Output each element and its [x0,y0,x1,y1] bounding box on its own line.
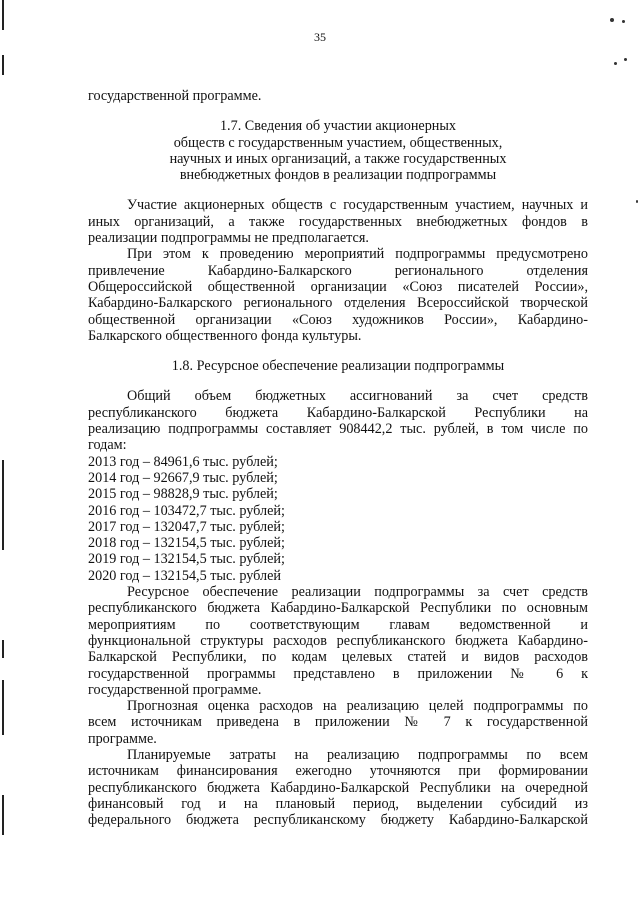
paragraph-line: Общий объем бюджетных ассигнований за счет средств [127,388,588,405]
paragraph-line: Планируемые затраты на реализацию подпрограммы по всем [127,746,588,763]
paragraph-line: функциональной структуры расходов республиканского бюджета Кабардино- [88,632,588,649]
section-1-7-title [88,118,588,183]
planned-costs-paragraph [88,747,588,828]
paragraph-line: реализации подпрограммы не предполагается. [88,230,369,247]
resource-paragraph [88,584,588,698]
paragraph-line: федерального бюджета республиканскому бюджету Кабардино-Балкарской [88,812,588,829]
paragraph-line: общественной организации «Союз художников России», Кабардино- [88,311,588,328]
section-title-line: внебюджетных фондов в реализации подпрограммы [179,167,497,184]
scan-speck [624,58,627,61]
year-allocation-item: 2014 год – 92667,9 тыс. рублей; [88,469,278,486]
document-body [88,88,588,828]
scan-speck [622,20,625,23]
paragraph-line: Общероссийской общественной организации «Союз писателей России», [88,278,588,295]
year-allocation-item: 2015 год – 98828,9 тыс. рублей; [88,486,278,503]
section-title-line: научных и иных организаций, а также государственных [169,150,507,167]
paragraph-line: республиканского бюджета Кабардино-Балкарской Республики на [88,404,588,421]
paragraph-line: годам: [88,437,127,454]
paragraph-line: источникам финансирования ежегодно уточняются при формировании [88,763,588,780]
opening-line: государственной программе. [88,88,262,104]
paragraph-line: При этом к проведению мероприятий подпрограммы предусмотрено [127,246,588,263]
paragraph-line: иных организаций, а также государственных внебюджетных фондов в [88,213,588,230]
section-title-line: обществ с государственным участием, общественных, [173,134,503,151]
scan-speck [614,62,617,65]
scan-edge-mark [2,460,4,550]
scan-edge-mark [2,640,4,658]
year-allocation-item: 2017 год – 132047,7 тыс. рублей; [88,518,285,535]
paragraph-line: Кабардино-Балкарского регионального отделения Всероссийской творческой [88,295,588,312]
paragraph-line: государственной программе. [88,681,262,698]
year-allocation-item: 2018 год – 132154,5 тыс. рублей; [88,535,285,552]
paragraph-line: Прогнозная оценка расходов на реализацию целей подпрограммы по [127,698,588,715]
scan-edge-mark [2,680,4,735]
section-1-8-title: 1.8. Ресурсное обеспечение реализации подпрограммы [171,358,505,375]
paragraph-line: программе. [88,730,157,747]
paragraph-line: республиканского бюджета Кабардино-Балкарской Республики на очередной [88,779,588,796]
paragraph-line: Балкарской Республики, по кодам целевых статей и видов расходов [88,649,588,666]
paragraph-line: всем источникам приведена в приложении № 7 к государственной [88,714,588,731]
paragraph-line: республиканского бюджета Кабардино-Балкарской Республики по основным [88,600,588,617]
year-allocation-item: 2020 год – 132154,5 тыс. рублей [88,567,281,584]
paragraph-line: финансовый год и на плановый период, выделении субсидий из [88,795,588,812]
section-1-7-paragraph-1 [88,197,588,246]
yearly-allocation-list [88,454,588,584]
paragraph-line: привлечение Кабардино-Балкарского регионального отделения [88,262,588,279]
section-1-8-intro [88,388,588,453]
scan-edge-mark [2,55,4,75]
paragraph-line: Балкарского общественного фонда культуры. [88,327,362,344]
year-allocation-item: 2019 год – 132154,5 тыс. рублей; [88,551,285,568]
paragraph-line: Ресурсное обеспечение реализации подпрограммы за счет средств [127,584,588,601]
paragraph-line: реализацию подпрограммы составляет 908442,2 тыс. рублей, в том числе по [88,421,588,438]
year-allocation-item: 2016 год – 103472,7 тыс. рублей; [88,502,285,519]
forecast-paragraph [88,698,588,747]
section-title-line: 1.7. Сведения об участии акционерных [219,118,457,135]
paragraph-line: мероприятиям по соответствующим главам ведомственной и [88,616,588,633]
paragraph-line: государственной программы представлено в приложении № 6 к [88,665,588,682]
page-number: 35 [314,30,326,44]
section-1-7-paragraph-2 [88,246,588,344]
scan-edge-mark [2,0,4,30]
scan-speck [636,200,638,203]
paragraph-line: Участие акционерных обществ с государственным участием, научных и [127,197,588,214]
scan-edge-mark [2,795,4,835]
scan-speck [610,18,614,22]
year-allocation-item: 2013 год – 84961,6 тыс. рублей; [88,453,278,470]
